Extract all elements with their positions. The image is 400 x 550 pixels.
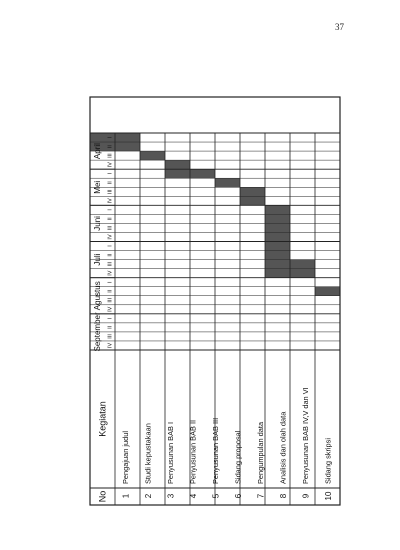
filled-week-cell (240, 196, 265, 205)
row-activity: Penyusunan BAB IV,V dan VI (301, 387, 311, 484)
week-label: IV (107, 162, 114, 168)
filled-week-cell (215, 178, 240, 187)
month-label: Juli (93, 253, 103, 266)
filled-week-cell (115, 142, 140, 151)
filled-week-cell (165, 169, 190, 178)
week-label: I (107, 281, 114, 283)
filled-week-cell (265, 251, 290, 260)
week-label: IV (107, 306, 114, 312)
filled-week-cell (265, 232, 290, 241)
row-number: 7 (256, 493, 266, 499)
filled-week-cell (265, 205, 290, 214)
month-label: April (93, 143, 103, 160)
row-number: 5 (211, 493, 221, 499)
filled-week-cell (140, 151, 165, 160)
row-activity: Penyusunan BAB II (188, 419, 198, 484)
week-label: IV (107, 234, 114, 240)
month-label: Juni (93, 216, 103, 231)
row-number: 2 (143, 493, 153, 499)
week-label: III (107, 153, 114, 158)
row-number: 3 (166, 493, 176, 499)
filled-week-cell (165, 160, 190, 169)
row-activity: Pengajuan judul (121, 430, 131, 484)
week-label: II (107, 253, 114, 257)
row-activity: Sidang skripsi (323, 437, 333, 484)
header-activity: Kegiatan (97, 401, 108, 437)
schedule-table (85, 95, 350, 511)
month-label: September (93, 312, 103, 352)
filled-week-cell (240, 187, 265, 196)
row-activity: Sidang proposal (233, 430, 243, 484)
week-label: IV (107, 342, 114, 349)
row-activity: Analisis dan olah data (278, 411, 288, 484)
month-label: Mei (93, 180, 103, 194)
week-label: IV (107, 270, 114, 276)
month-label: Agustus (93, 281, 103, 311)
week-label: II (107, 325, 114, 329)
row-activity: Pengumpulan data (256, 421, 266, 484)
row-activity: Penyusunan BAB III (211, 417, 221, 484)
filled-week-cell (115, 133, 140, 142)
filled-week-cell (190, 169, 215, 178)
row-number: 10 (323, 491, 333, 501)
week-label: II (107, 145, 114, 149)
week-label: III (107, 297, 114, 303)
filled-week-cell (265, 223, 290, 232)
week-label: III (107, 261, 114, 267)
week-label: I (107, 172, 114, 175)
week-label: I (107, 136, 114, 139)
week-label: III (107, 225, 114, 231)
filled-week-cell (290, 269, 315, 278)
row-number: 8 (278, 493, 288, 499)
week-label: II (107, 181, 114, 185)
filled-week-cell (265, 269, 290, 278)
row-number: 1 (121, 493, 131, 499)
row-number: 6 (233, 493, 243, 499)
schedule-table-svg (85, 95, 350, 511)
header-no: No (97, 490, 108, 503)
week-label: I (107, 245, 114, 247)
week-label: II (107, 289, 114, 293)
row-activity: Studi kepustakaan (143, 423, 153, 484)
filled-week-cell (265, 242, 290, 251)
filled-week-cell (265, 214, 290, 223)
page-number: 37 (335, 22, 344, 32)
week-label: I (107, 209, 114, 211)
filled-week-cell (290, 260, 315, 269)
week-label: II (107, 217, 114, 221)
filled-week-cell (315, 287, 340, 296)
week-label: IV (107, 198, 114, 204)
row-number: 9 (301, 493, 311, 499)
filled-week-cell (265, 260, 290, 269)
week-label: III (107, 189, 114, 195)
week-label: I (107, 317, 114, 320)
week-label: III (107, 334, 114, 339)
row-number: 4 (188, 493, 198, 499)
row-activity: Penyusunan BAB I (166, 421, 176, 484)
